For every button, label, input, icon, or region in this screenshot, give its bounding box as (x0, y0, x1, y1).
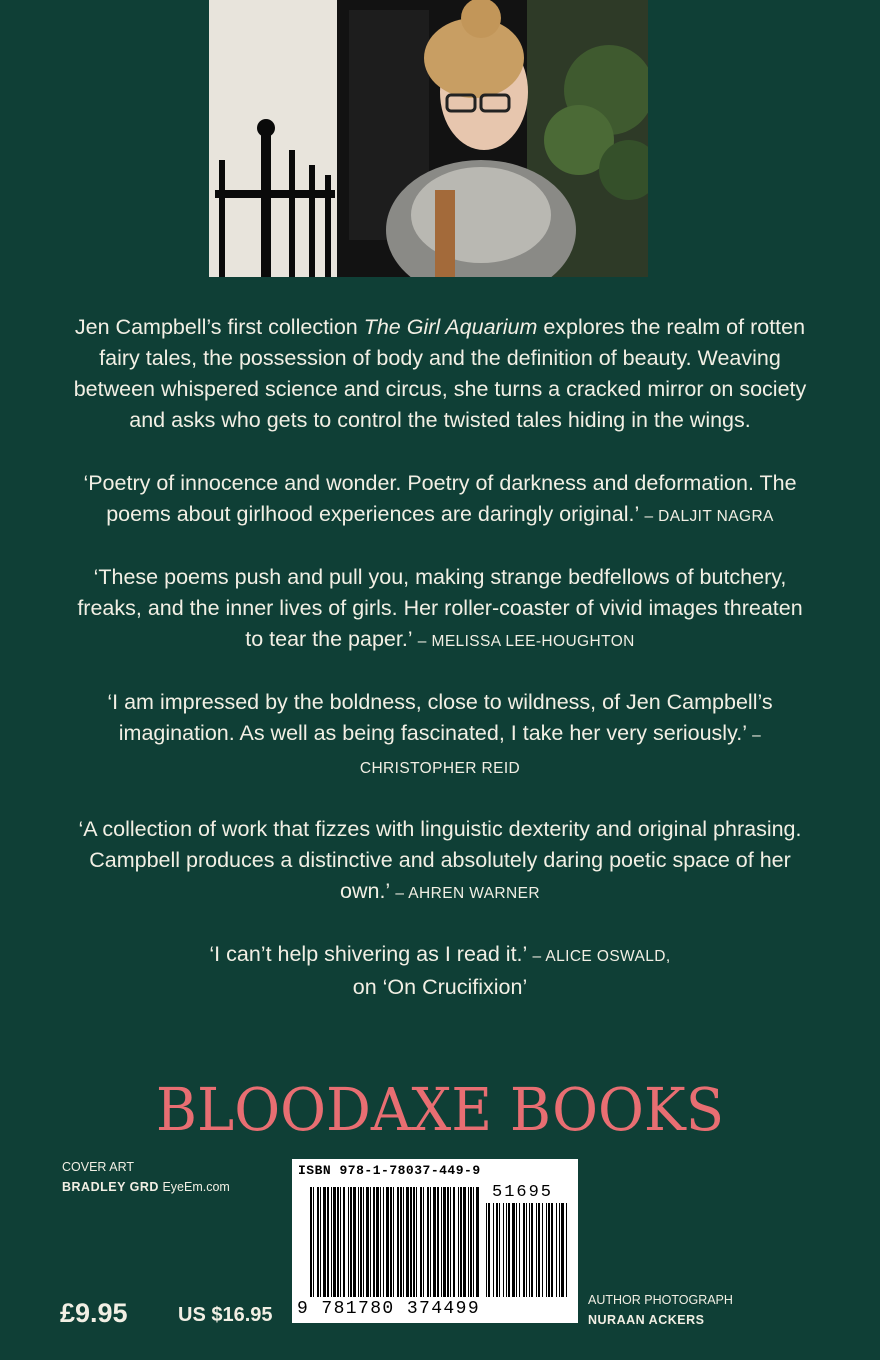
quote-note: on ‘On Crucifixion’ (352, 975, 528, 999)
back-cover-blurb (70, 312, 810, 1033)
cover-art-source: EyeEm.com (162, 1180, 230, 1194)
photographer-name: NURAAN ACKERS (588, 1313, 705, 1327)
barcode-bars (310, 1183, 572, 1301)
quote-author: – CHRISTOPHER REID (359, 727, 762, 777)
quote-text: ‘I am impressed by the boldness, close to wildness, of Jen Campbell’s imagination. As well as being fascinated, I take her very seriously.’ (107, 690, 773, 745)
author-photo (209, 0, 648, 277)
quote-author: – DALJIT NAGRA (644, 508, 774, 525)
quote-author: – AHREN WARNER (395, 885, 540, 902)
quote-author: – ALICE OSWALD, (532, 948, 671, 965)
barcode-digits: 9 781780 374499 (297, 1299, 481, 1319)
price-gbp: £9.95 (60, 1298, 128, 1328)
barcode-addon-digits: 51695 (492, 1183, 554, 1202)
quote-text: ‘Poetry of innocence and wonder. Poetry of darkness and deformation. The poems about girlhood experiences are daringly original.’ (83, 471, 797, 526)
quote-text: ‘A collection of work that fizzes with linguistic dexterity and original phrasing. Campbell produces a distinctive and absolutely daring poetic space of her own.’ (78, 817, 802, 903)
book-title: The Girl Aquarium (363, 315, 538, 339)
isbn-number: ISBN 978-1-78037-449-9 (298, 1163, 481, 1178)
review-quote (70, 562, 810, 657)
quote-text: ‘I can’t help shivering as I read it.’ (209, 942, 527, 966)
quote-text: ‘These poems push and pull you, making strange bedfellows of butchery, freaks, and the inner lives of girls. Her roller-coaster of vivid images threaten to tear the paper.’ (77, 565, 803, 651)
isbn-barcode (292, 1159, 578, 1323)
author-photo-credit (588, 1290, 733, 1330)
review-quote (70, 814, 810, 909)
cover-artist-name: BRADLEY GRD (62, 1180, 159, 1194)
quote-author: – MELISSA LEE-HOUGHTON (417, 633, 635, 650)
author-photo-label: AUTHOR PHOTOGRAPH (588, 1293, 733, 1307)
cover-art-credit (62, 1157, 230, 1197)
price-us: US $16.95 (178, 1304, 273, 1326)
review-quote (70, 687, 810, 784)
cover-art-label: COVER ART (62, 1160, 135, 1174)
publisher-logo: BLOODAXE BOOKS (155, 1076, 725, 1145)
book-description: Jen Campbell’s first collection The Girl Aquarium explores the realm of rotten fairy tales, the possession of body and the definition of beauty. Weaving between whispered science and circus, she turns a cracked mirror on society and asks who gets to control the twisted tales hiding in the wings. (73, 315, 807, 432)
review-quote (70, 939, 810, 1003)
review-quote (70, 468, 810, 532)
